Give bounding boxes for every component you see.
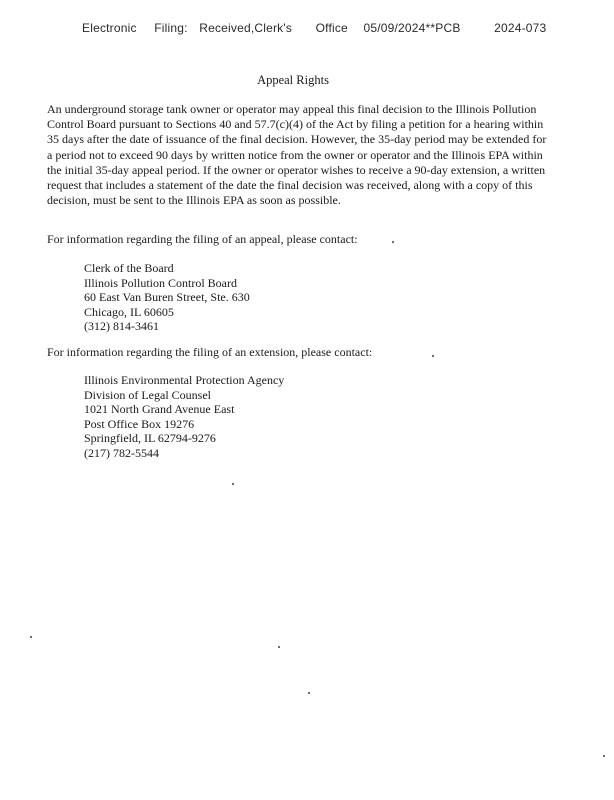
address-line: Illinois Pollution Control Board xyxy=(84,275,238,290)
extension-contact-intro: For information regarding the filing of an extension, please contact: xyxy=(47,345,373,359)
address-line: Chicago, IL 60605 xyxy=(84,304,174,319)
stamp-received: Received,Clerk's xyxy=(199,21,293,35)
address-line: Illinois Environmental Protection Agency xyxy=(84,373,285,387)
phone-number: (312) 814-3461 xyxy=(84,319,159,333)
extension-contact-address xyxy=(84,373,284,460)
address-line: Springfield, IL 62794-9276 xyxy=(84,431,216,445)
appeal-contact-address xyxy=(84,261,250,334)
stamp-electronic: Electronic xyxy=(82,21,137,35)
electronic-filing-stamp xyxy=(82,21,546,35)
scan-speck xyxy=(392,241,394,243)
page-title: Appeal Rights xyxy=(257,73,329,87)
scan-speck xyxy=(30,636,32,638)
stamp-filing: Filing: xyxy=(154,21,188,35)
address-line: Post Office Box 19276 xyxy=(84,416,195,431)
address-line: 1021 North Grand Avenue East xyxy=(84,402,235,416)
address-line: Division of Legal Counsel xyxy=(84,387,211,402)
stamp-office: Office xyxy=(315,21,348,35)
scan-speck xyxy=(232,483,234,485)
phone-number: (217) 782-5544 xyxy=(84,445,159,460)
scan-speck xyxy=(603,755,605,757)
address-line: Clerk of the Board xyxy=(84,261,174,275)
stamp-case-number: 2024-073 xyxy=(494,21,547,35)
scan-speck xyxy=(278,646,280,648)
scan-speck xyxy=(308,692,310,694)
address-line: 60 East Van Buren Street, Ste. 630 xyxy=(84,290,250,304)
appeal-contact-intro: For information regarding the filing of an appeal, please contact: xyxy=(47,232,358,246)
stamp-date: 05/09/2024**PCB xyxy=(363,21,461,35)
scan-speck xyxy=(432,355,434,357)
appeal-rights-paragraph: An underground storage tank owner or operator may appeal this final decision to the Illinois Pollution Control Board pursuant to Sections 40 and 57.7(c)(4) of the Act by filing a petition for a hearing within 35 days after the date of issuance of the final decision. However, the 35-day period may be extended for a period not to exceed 90 days by written notice from the owner or operator and the Illinois EPA within the initial 35-day appeal period. If the owner or operator wishes to receive a 90-day extension, a written request that includes a statement of the date the final decision was received, along with a copy of this decision, must be sent to the Illinois EPA as soon as possible. xyxy=(47,102,547,208)
